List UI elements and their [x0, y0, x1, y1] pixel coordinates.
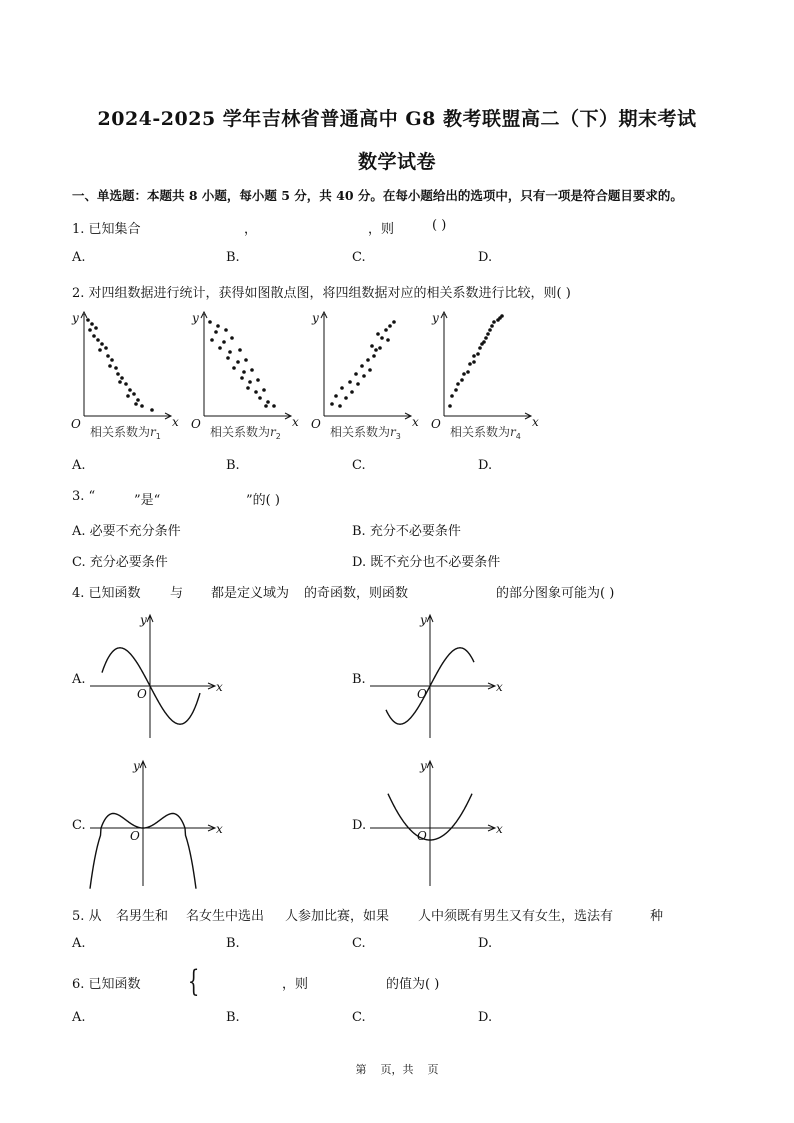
- scatter-x-label: x: [532, 415, 539, 429]
- scatter-point: [266, 400, 270, 404]
- scatter-point: [348, 380, 352, 384]
- scatter-point: [492, 320, 496, 324]
- scatter-caption: 相关系数为$r_1$: [90, 425, 161, 441]
- scatter-point: [258, 396, 262, 400]
- scatter-point: [374, 348, 378, 352]
- scatter-point: [228, 350, 232, 354]
- graph-x-label: x: [496, 680, 503, 694]
- scatter-point: [334, 394, 338, 398]
- scatter-point: [238, 348, 242, 352]
- scatter-panel-3: [311, 311, 419, 441]
- scatter-point: [218, 346, 222, 350]
- q6-option-b: B.: [226, 1010, 240, 1025]
- graph-x-label: x: [216, 680, 223, 694]
- q4-text-5: 的部分图象可能为( ): [496, 586, 615, 601]
- q2-option-d: D.: [478, 458, 493, 473]
- footer-part-2: 页，共: [380, 1063, 414, 1076]
- scatter-point: [468, 362, 472, 366]
- scatter-point: [462, 372, 466, 376]
- graph-y-label: y: [420, 613, 427, 627]
- scatter-point: [224, 328, 228, 332]
- graph-y-label: y: [420, 759, 427, 773]
- scatter-point: [378, 346, 382, 350]
- footer-part-1: 第: [355, 1063, 367, 1076]
- scatter-point: [240, 376, 244, 380]
- graph-origin-label: O: [130, 829, 140, 843]
- scatter-point: [92, 334, 96, 338]
- q2-option-a: A.: [72, 458, 86, 473]
- scatter-caption-subscript: 1: [155, 432, 161, 441]
- scatter-point: [450, 394, 454, 398]
- q4-text-4: 的奇函数，则函数: [304, 586, 409, 601]
- scatter-point: [362, 374, 366, 378]
- scatter-panel-2: [191, 311, 299, 441]
- scatter-point: [244, 358, 248, 362]
- q3-text-3: ”的( ): [246, 493, 280, 508]
- scatter-point: [232, 366, 236, 370]
- scatter-point: [360, 364, 364, 368]
- q2-text: 2. 对四组数据进行统计，获得如图散点图，将四组数据对应的相关系数进行比较，则( ): [72, 286, 571, 301]
- graph-origin-label: O: [417, 829, 427, 843]
- scatter-point: [460, 378, 464, 382]
- scatter-caption-var: r: [510, 425, 516, 439]
- page-title: 2024-2025 学年吉林省普通高中 G8 教考联盟高二（下）期末考试: [97, 108, 697, 130]
- q2-option-b: B.: [226, 458, 240, 473]
- q6-option-d: D.: [478, 1010, 493, 1025]
- scatter-origin-label: O: [191, 417, 201, 431]
- scatter-point: [216, 324, 220, 328]
- q4-graph-d: [368, 756, 508, 888]
- scatter-point: [380, 336, 384, 340]
- q4-option-b: B.: [352, 672, 366, 687]
- scatter-point: [90, 322, 94, 326]
- q3-text-2: ”是“: [134, 493, 161, 508]
- scatter-point: [134, 402, 138, 406]
- scatter-point: [338, 404, 342, 408]
- scatter-point: [250, 368, 254, 372]
- q3-text-1: 3. “: [72, 489, 96, 504]
- scatter-point: [106, 354, 110, 358]
- q5-option-c: C.: [352, 936, 366, 951]
- scatter-caption-var: r: [150, 425, 156, 439]
- q1-option-c: C.: [352, 250, 366, 265]
- graph-y-label: y: [133, 759, 140, 773]
- scatter-point: [140, 404, 144, 408]
- q5-option-d: D.: [478, 936, 493, 951]
- scatter-point: [264, 404, 268, 408]
- q1-text-2: ，: [244, 222, 258, 237]
- scatter-point: [482, 340, 486, 344]
- scatter-point: [448, 404, 452, 408]
- scatter-caption: 相关系数为$r_2$: [210, 425, 281, 441]
- scatter-point: [340, 386, 344, 390]
- scatter-caption-subscript: 4: [515, 432, 521, 441]
- q2-scatter-plots: [68, 308, 558, 443]
- scatter-point: [124, 382, 128, 386]
- scatter-point: [384, 328, 388, 332]
- q2-option-c: C.: [352, 458, 366, 473]
- q3-option-c: C. 充分必要条件: [72, 555, 168, 570]
- scatter-point: [126, 394, 130, 398]
- section-heading: 一、单选题：本题共 8 小题，每小题 5 分，共 40 分。在每小题给出的选项中，只有一项是符合题目要求的。: [72, 188, 683, 203]
- q6-left-brace: {: [187, 964, 200, 999]
- scatter-caption-var: r: [390, 425, 396, 439]
- scatter-point: [486, 332, 490, 336]
- q4-text-2: 与: [170, 586, 184, 601]
- scatter-point: [392, 320, 396, 324]
- graph-y-label: y: [140, 613, 147, 627]
- q6-text-2: ，则: [282, 977, 309, 992]
- q6-option-c: C.: [352, 1010, 366, 1025]
- scatter-point: [256, 378, 260, 382]
- scatter-y-label: y: [312, 311, 319, 325]
- graph-x-label: x: [216, 822, 223, 836]
- scatter-point: [488, 328, 492, 332]
- scatter-point: [248, 380, 252, 384]
- scatter-caption: 相关系数为$r_3$: [330, 425, 401, 441]
- q5-text-3: 名女生中选出: [186, 909, 265, 924]
- q1-option-b: B.: [226, 250, 240, 265]
- graph-x-label: x: [496, 822, 503, 836]
- scatter-y-label: y: [72, 311, 79, 325]
- scatter-point: [372, 354, 376, 358]
- graph-origin-label: O: [137, 687, 147, 701]
- scatter-point: [236, 360, 240, 364]
- scatter-point: [94, 326, 98, 330]
- scatter-point: [242, 370, 246, 374]
- q5-text-2: 名男生和: [116, 909, 169, 924]
- scatter-point: [350, 390, 354, 394]
- scatter-point: [88, 328, 92, 332]
- scatter-point: [104, 346, 108, 350]
- scatter-point: [478, 346, 482, 350]
- q3-option-d: D. 既不充分也不必要条件: [352, 555, 501, 570]
- scatter-x-label: x: [172, 415, 179, 429]
- scatter-point: [376, 332, 380, 336]
- scatter-point: [490, 324, 494, 328]
- scatter-point: [366, 358, 370, 362]
- scatter-point: [120, 376, 124, 380]
- scatter-point: [344, 396, 348, 400]
- q1-option-a: A.: [72, 250, 86, 265]
- scatter-point: [370, 344, 374, 348]
- scatter-point: [368, 368, 372, 372]
- graph-origin-label: O: [417, 687, 427, 701]
- scatter-x-label: x: [292, 415, 299, 429]
- scatter-point: [210, 338, 214, 342]
- q5-option-a: A.: [72, 936, 86, 951]
- q3-option-b: B. 充分不必要条件: [352, 524, 461, 539]
- q5-option-b: B.: [226, 936, 240, 951]
- q4-option-d: D.: [352, 818, 367, 833]
- scatter-point: [108, 364, 112, 368]
- scatter-point: [226, 356, 230, 360]
- scatter-point: [330, 402, 334, 406]
- scatter-caption-subscript: 3: [395, 432, 401, 441]
- scatter-point: [214, 330, 218, 334]
- scatter-point: [136, 398, 140, 402]
- q6-text-3: 的值为( ): [386, 977, 440, 992]
- q4-option-c: C.: [72, 818, 86, 833]
- scatter-point: [230, 336, 234, 340]
- scatter-point: [262, 388, 266, 392]
- scatter-y-label: y: [432, 311, 439, 325]
- scatter-point: [98, 348, 102, 352]
- scatter-point: [500, 314, 504, 318]
- scatter-point: [484, 336, 488, 340]
- scatter-point: [96, 338, 100, 342]
- q5-text-4: 人参加比赛，如果: [285, 909, 390, 924]
- scatter-point: [354, 372, 358, 376]
- scatter-point: [472, 354, 476, 358]
- q4-graph-a: [88, 610, 228, 740]
- q5-text-6: 种: [650, 909, 664, 924]
- scatter-point: [476, 352, 480, 356]
- page-footer: [0, 1061, 794, 1077]
- scatter-origin-label: O: [71, 417, 81, 431]
- scatter-point: [86, 318, 90, 322]
- scatter-point: [116, 372, 120, 376]
- scatter-x-label: x: [412, 415, 419, 429]
- q1-text-4: ( ): [432, 218, 447, 233]
- scatter-point: [454, 388, 458, 392]
- q4-text-1: 4. 已知函数: [72, 586, 141, 601]
- scatter-point: [386, 338, 390, 342]
- q5-text-1: 5. 从: [72, 909, 102, 924]
- scatter-point: [100, 342, 104, 346]
- scatter-point: [114, 366, 118, 370]
- scatter-point: [222, 340, 226, 344]
- scatter-point: [118, 380, 122, 384]
- scatter-panel-4: [431, 311, 539, 441]
- q6-text-1: 6. 已知函数: [72, 977, 141, 992]
- scatter-point: [254, 390, 258, 394]
- scatter-point: [208, 320, 212, 324]
- q4-graph-c: [88, 756, 228, 888]
- page-subtitle: 数学试卷: [357, 151, 436, 173]
- q1-text-1: 1. 已知集合: [72, 222, 141, 237]
- scatter-point: [150, 408, 154, 412]
- scatter-origin-label: O: [431, 417, 441, 431]
- scatter-point: [472, 360, 476, 364]
- scatter-origin-label: O: [311, 417, 321, 431]
- q1-option-d: D.: [478, 250, 493, 265]
- q4-option-a: A.: [72, 672, 86, 687]
- scatter-point: [128, 388, 132, 392]
- scatter-point: [132, 392, 136, 396]
- q1-text-3: ，则: [368, 222, 395, 237]
- scatter-point: [388, 324, 392, 328]
- scatter-caption-var: r: [270, 425, 276, 439]
- q6-option-a: A.: [72, 1010, 86, 1025]
- scatter-caption-subscript: 2: [275, 432, 281, 441]
- scatter-point: [356, 382, 360, 386]
- q5-text-5: 人中须既有男生又有女生，选法有: [418, 909, 614, 924]
- scatter-point: [246, 386, 250, 390]
- q4-graph-b: [368, 610, 508, 740]
- q3-option-a: A. 必要不充分条件: [72, 524, 181, 539]
- scatter-point: [466, 370, 470, 374]
- footer-part-3: 页: [427, 1063, 439, 1076]
- scatter-panel-1: [71, 311, 179, 441]
- scatter-point: [456, 382, 460, 386]
- q4-text-3: 都是定义域为: [211, 586, 290, 601]
- scatter-caption: 相关系数为$r_4$: [450, 425, 521, 441]
- scatter-y-label: y: [192, 311, 199, 325]
- scatter-point: [110, 358, 114, 362]
- scatter-point: [272, 404, 276, 408]
